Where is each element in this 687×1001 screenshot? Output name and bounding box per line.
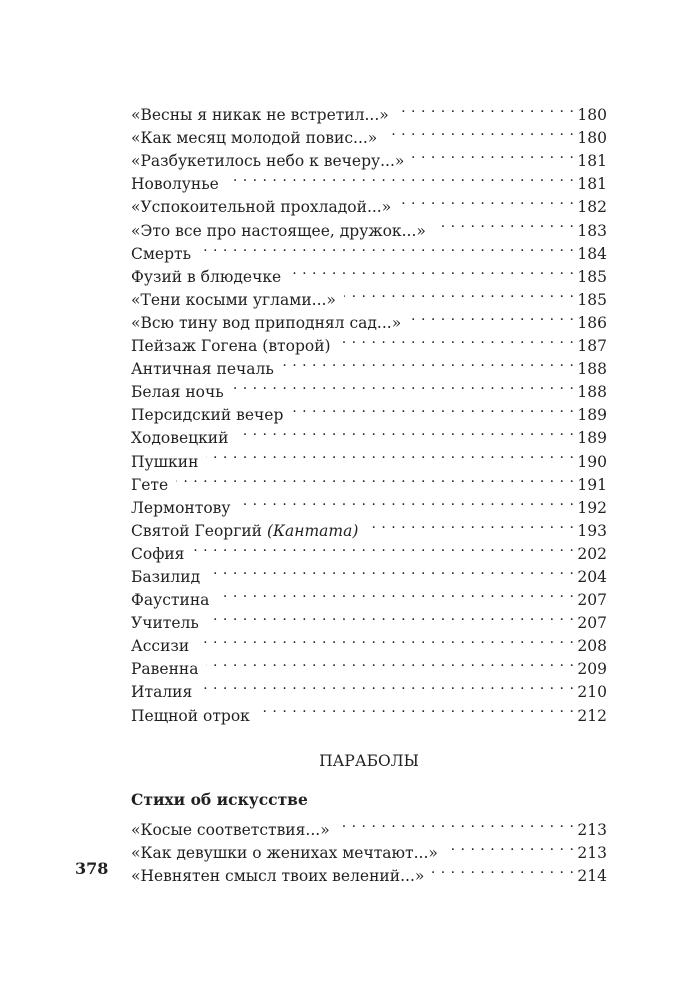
dot-leader [344,282,574,305]
entry-title: Фаустина [131,591,210,610]
entry-title: Персидский вечер [131,406,284,425]
entry-page: 180 [577,129,607,148]
dot-leader [197,628,574,651]
dot-leader [434,212,575,235]
dot-leader [385,120,574,143]
entry-page: 185 [577,267,607,286]
entry-title: София [131,544,185,563]
entry-title-main: Святой Георгий [131,521,263,540]
dot-leader [399,189,574,212]
entry-title: «Разбукетилось небо к вечеру...» [131,152,405,171]
toc-entry [131,674,607,702]
entry-title: Италия [131,683,193,702]
entry-title: Фузий в блюдечке [131,267,282,286]
dot-leader [236,420,574,443]
dot-leader [199,236,574,259]
entry-page: 180 [577,106,607,125]
entry-page: 207 [577,591,607,610]
dot-leader [239,490,575,513]
dot-leader [258,697,575,720]
entry-title: «Всю тину вод приподнял сад...» [131,313,402,332]
toc-entry [131,536,607,563]
dot-leader [409,305,574,328]
toc-entry [131,97,607,125]
dot-leader [200,674,574,697]
entry-title: Равенна [131,660,199,679]
entry-page: 191 [577,475,607,494]
entry-title: Белая ночь [131,383,224,402]
entry-page: 188 [577,383,607,402]
entry-title: «Как месяц молодой повис...» [131,129,378,148]
entry-title: «Тени косыми углами...» [131,290,336,309]
entry-title: Ассизи [131,637,190,656]
entry-page: 212 [577,706,607,725]
dot-leader [432,858,574,881]
toc-entry [131,467,607,494]
entry-title: «Косые соответствия...» [131,821,330,840]
dot-leader [227,166,575,189]
entry-page: 189 [577,429,607,448]
entry-title: Новолунье [131,175,219,194]
entry-title: Пушкин [131,452,199,471]
toc-entry [131,628,607,656]
entry-page: 190 [577,452,607,471]
dot-leader [412,143,574,166]
entry-page: 183 [577,221,607,240]
entry-page: 182 [577,198,607,217]
toc-entry [131,236,607,263]
entry-page: 202 [577,544,607,563]
entry-title: Пещной отрок [131,706,250,725]
entry-page: 204 [577,567,607,586]
dot-leader [446,835,575,858]
entry-page: 184 [577,244,607,263]
dot-leader [206,651,574,674]
dot-leader [397,97,575,120]
entry-title: Пейзаж Гогена (второй) [131,337,331,356]
entry-title: «Невнятен смысл твоих велений...» [131,867,425,886]
entry-title: Ходовецкий [131,429,229,448]
toc-entry [131,812,607,840]
entry-page: 214 [577,867,607,886]
entry-subtitle: (Кантата) [266,521,359,540]
dot-leader [339,328,575,351]
entry-title: Базилид [131,567,201,586]
dot-leader [208,559,574,582]
entry-page: 209 [577,660,607,679]
entry-page: 188 [577,360,607,379]
page-number: 378 [75,859,109,878]
entry-page: 181 [577,175,607,194]
entry-title: Лермонтову [131,498,231,517]
dot-leader [366,513,574,536]
entry-title: «Весны я никак не встретил...» [131,106,389,125]
entry-page: 185 [577,290,607,309]
dot-leader [232,374,575,397]
section-heading: ПАРАБОЛЫ [319,752,419,770]
toc-entry [131,259,607,286]
toc-entry [131,651,607,679]
dot-leader [338,812,575,835]
entry-page: 208 [577,637,607,656]
dot-leader [217,582,574,605]
dot-leader [206,443,574,466]
section-subheading: Стихи об искусстве [131,790,308,809]
section-table-of-contents [131,812,607,886]
toc-entry [131,490,607,517]
entry-page: 189 [577,406,607,425]
table-of-contents [131,97,607,725]
toc-entry [131,697,607,725]
entry-title: «Как девушки о женихах мечтают...» [131,844,438,863]
entry-page: 186 [577,313,607,332]
entry-title: Смерть [131,244,192,263]
dot-leader [289,259,574,282]
dot-leader [291,397,574,420]
entry-page: 193 [577,521,607,540]
dot-leader [176,467,574,490]
dot-leader [207,605,575,628]
entry-page: 187 [577,337,607,356]
dot-leader [192,536,574,559]
entry-title: Учитель [131,614,199,633]
dot-leader [282,351,575,374]
entry-page: 213 [577,821,607,840]
entry-title: Гете [131,475,169,494]
entry-page: 213 [577,844,607,863]
entry-page: 210 [577,683,607,702]
entry-page: 192 [577,498,607,517]
entry-title: Античная печаль [131,360,274,379]
entry-page: 181 [577,152,607,171]
entry-title: «Успокоительной прохладой...» [131,198,392,217]
toc-entry [131,582,607,610]
entry-title: «Это все про настоящее, дружок...» [131,221,426,240]
entry-page: 207 [577,614,607,633]
toc-entry [131,559,607,586]
